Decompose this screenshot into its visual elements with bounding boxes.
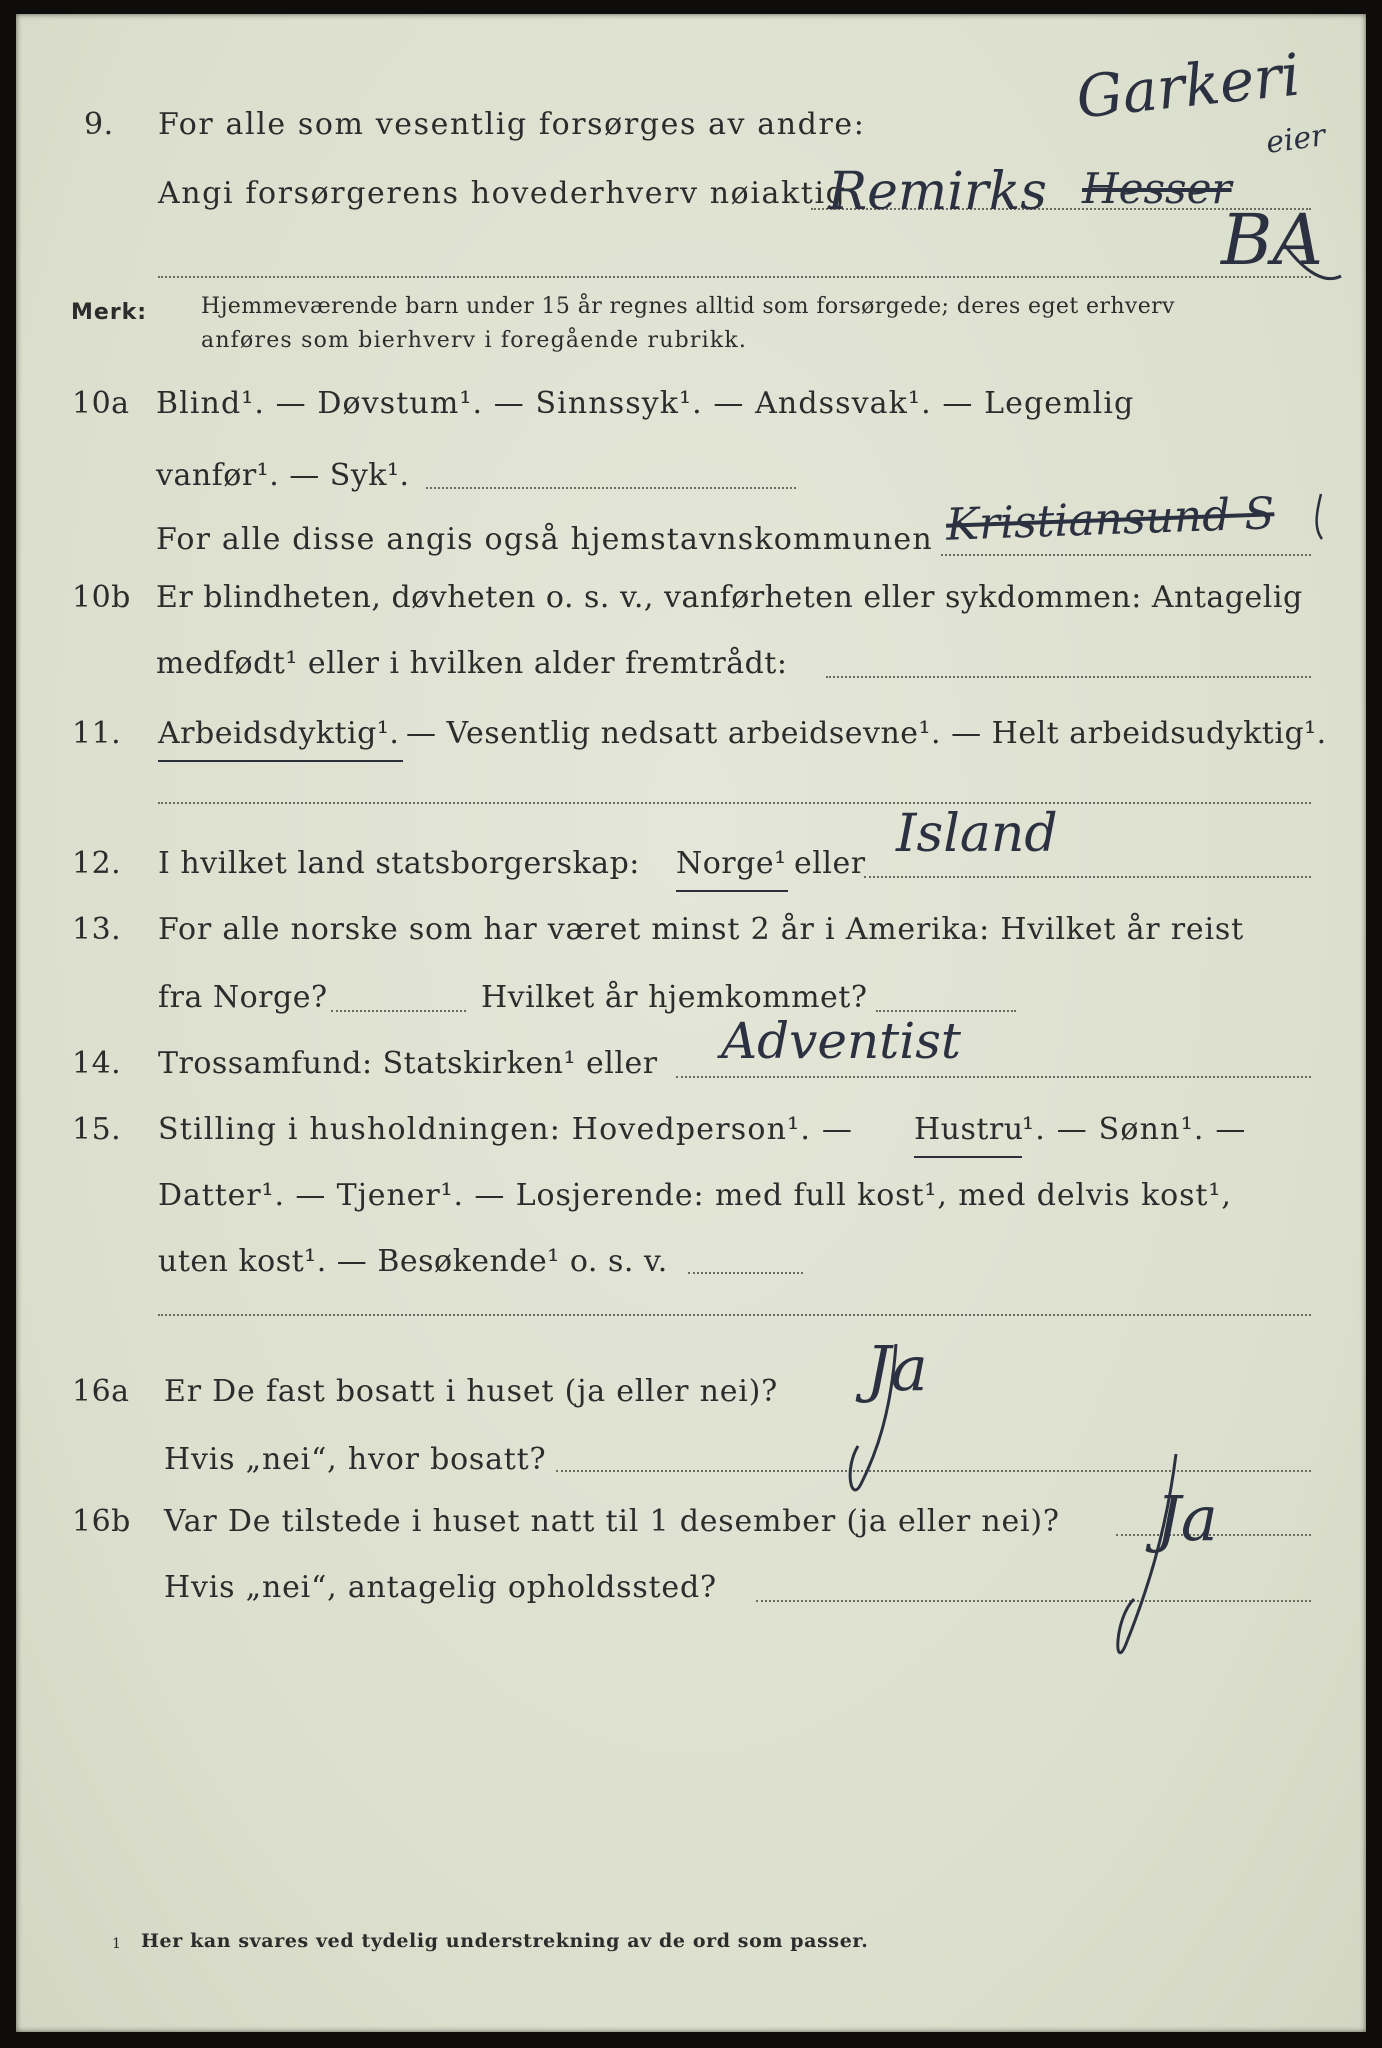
q16b-line1: Var De tilstede i huset natt til 1 desember (ja eller nei)? [164, 1504, 1060, 1539]
q12-option-norge: Norge¹ [676, 846, 787, 881]
q16a-handwritten-answer: Ja [866, 1332, 928, 1405]
q11-rest: — Vesentlig nedsatt arbeidsevne¹. — Helt arbeidsudyktig¹. [406, 716, 1327, 751]
q10b-line1: Er blindheten, døvheten o. s. v., vanførheten eller sykdommen: Antagelig [156, 580, 1303, 615]
q11-number: 11. [72, 716, 122, 751]
q10b-number: 10b [72, 580, 131, 615]
q15-option-hustru: Hustru [914, 1112, 1024, 1147]
q15-number: 15. [72, 1112, 122, 1147]
q15-line1b: ¹. — Sønn¹. — [1022, 1112, 1247, 1147]
q16a-line1: Er De fast bosatt i huset (ja eller nei)? [164, 1374, 779, 1409]
q13-number: 13. [72, 912, 122, 947]
q12-handwritten-answer: Island [896, 804, 1058, 864]
q15-line2: Datter¹. — Tjener¹. — Losjerende: med full kost¹, med delvis kost¹, [158, 1178, 1232, 1213]
q13-line2b: Hvilket år hjemkommet? [481, 980, 868, 1015]
footnote-number: 1 [112, 1936, 122, 1952]
q14-handwritten-answer: Adventist [721, 1012, 961, 1070]
ja-tail-stroke-16b [1118, 1454, 1176, 1653]
q9-number: 9. [84, 107, 114, 142]
q10b-line2: medfødt¹ eller i hvilken alder fremtrådt: [156, 646, 788, 681]
q15-line1a: Stilling i husholdningen: Hovedperson¹. — [158, 1112, 854, 1147]
q16b-handwritten-answer: Ja [1156, 1482, 1218, 1555]
q13-line1: For alle norske som har været minst 2 år i Amerika: Hvilket år reist [158, 912, 1244, 947]
q9-line2: Angi forsørgerens hovederhverv nøiaktig [158, 176, 847, 211]
merk-line2: anføres som bierhverv i foregående rubrikk. [201, 328, 748, 353]
q10a-handwritten-struck: Kristiansund S [945, 488, 1276, 551]
q9-handwritten-ba: BA [1221, 199, 1323, 281]
q10a-number: 10a [72, 386, 130, 421]
q14-number: 14. [72, 1046, 122, 1081]
q10a-line2: vanfør¹. — Syk¹. [156, 458, 410, 493]
q12-text: I hvilket land statsborgerskap: [158, 846, 640, 881]
q14-text: Trossamfund: Statskirken¹ eller [158, 1046, 658, 1081]
q16a-number: 16a [72, 1374, 130, 1409]
q9-handwritten-answer: Remirks [828, 162, 1047, 222]
q16a-line2: Hvis „nei“, hvor bosatt? [164, 1442, 547, 1477]
hw-struck-10a-end-stroke [1317, 494, 1322, 539]
q9-line1: For alle som vesentlig forsørges av andre: [158, 107, 866, 142]
ba-tail-stroke [1284, 244, 1341, 279]
census-form-page [16, 14, 1366, 2032]
pen-strokes [16, 14, 1366, 2032]
q9-handwritten-struck: Hesser [1082, 164, 1232, 213]
q16b-line2: Hvis „nei“, antagelig opholdssted? [164, 1570, 717, 1605]
footnote-text: Her kan svares ved tydelig understrekning av de ord som passer. [141, 1930, 869, 1952]
q11-option-arbeidsdyktig: Arbeidsdyktig¹. [158, 716, 400, 751]
q13-line2a: fra Norge? [158, 980, 328, 1015]
q10a-line1: Blind¹. — Døvstum¹. — Sinnssyk¹. — Andssvak¹. — Legemlig [156, 386, 1135, 421]
q15-line3: uten kost¹. — Besøkende¹ o. s. v. [158, 1244, 668, 1279]
ja-tail-stroke-16a [850, 1344, 896, 1490]
merk-line1: Hjemmeværende barn under 15 år regnes alltid som forsørgede; deres eget erhverv [201, 294, 1175, 319]
q12-number: 12. [72, 846, 122, 881]
q16b-number: 16b [72, 1504, 131, 1539]
q9-handwritten-top: Garkeri [1073, 40, 1304, 132]
q12-eller: eller [794, 846, 866, 881]
merk-label: Merk: [71, 300, 148, 325]
q9-handwritten-eier: eier [1263, 118, 1328, 161]
q10a-line3: For alle disse angis også hjemstavnskommunen [156, 522, 933, 557]
